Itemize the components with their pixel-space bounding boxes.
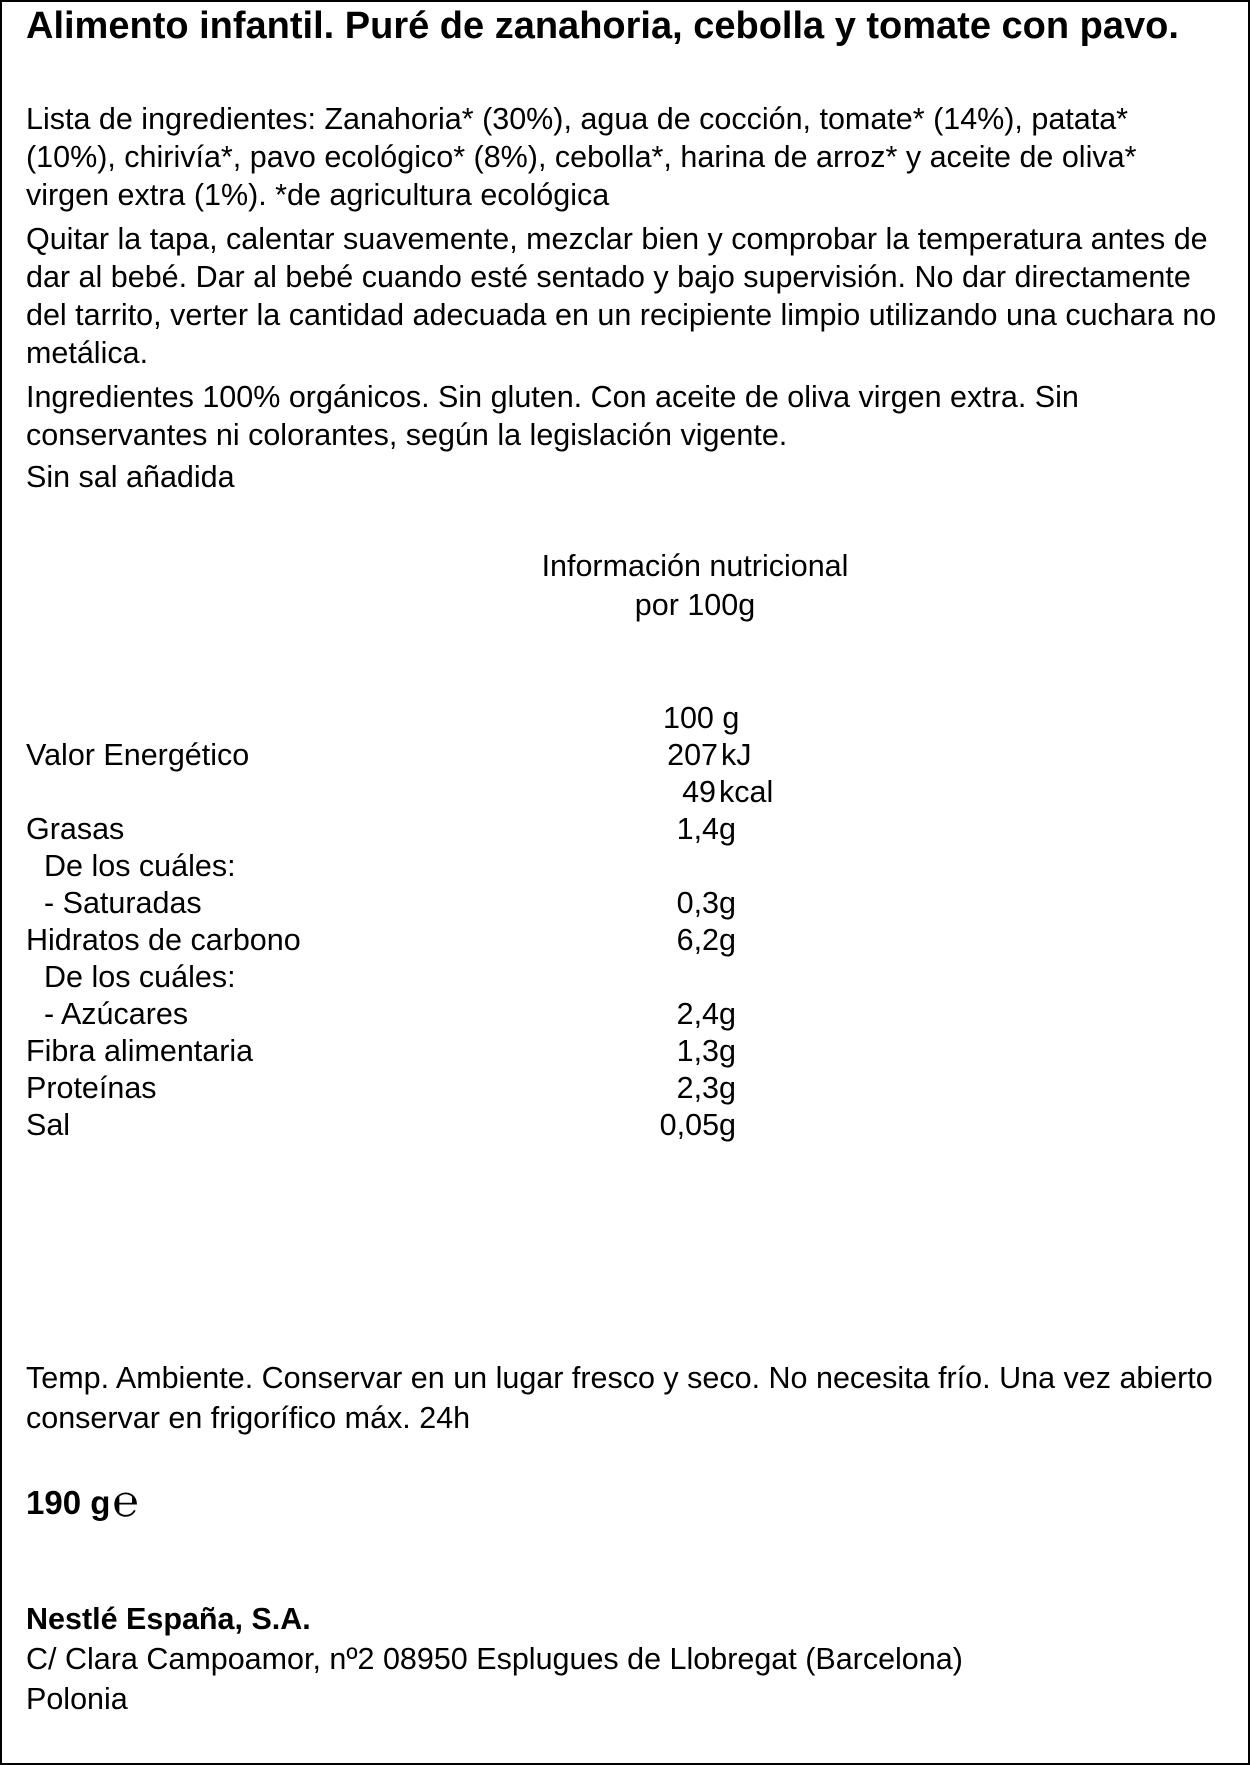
nutrition-heading: Información nutricional [541, 549, 849, 583]
estimated-sign-icon: ℮ [112, 1476, 139, 1527]
energy-kcal-unit: kcal [719, 775, 774, 809]
nutrient-label: - Saturadas [44, 886, 202, 920]
nutrient-label: Sal [26, 1108, 71, 1142]
product-title: Alimento infantil. Puré de zanahoria, cebolla y tomate con pavo. [26, 5, 1179, 47]
nutrient-label: Fibra alimentaria [26, 1034, 254, 1068]
nutrition-column-header: 100 g [663, 701, 740, 735]
country-of-origin: Polonia [26, 1682, 128, 1716]
company-name: Nestlé España, S.A. [26, 1602, 311, 1636]
net-weight-value: 190 g [26, 1484, 111, 1521]
nutrient-sublabel: De los cuáles: [44, 849, 236, 883]
net-weight [26, 1476, 139, 1527]
nutrient-sublabel: De los cuáles: [44, 960, 236, 994]
energy-kj-value: 207 [667, 738, 718, 772]
nutrient-label: Proteínas [26, 1071, 157, 1105]
nutrient-value: 2,3g [676, 1071, 736, 1105]
nutrient-value: 0,3g [676, 886, 736, 920]
energy-label: Valor Energético [26, 738, 250, 772]
nutrient-value: 1,3g [676, 1034, 736, 1068]
energy-kcal-value: 49 [682, 775, 716, 809]
instructions-text: Quitar la tapa, calentar suavemente, mezclar bien y comprobar la temperatura antes de dar al bebé. Dar al bebé cuando esté sentado y bajo supervisión. No dar directamente del tarrito, verter la cantidad adecuada en un recipiente limpio utilizando una cuchara no metálica. [26, 222, 1217, 370]
ingredients-text: Lista de ingredientes: Zanahoria* (30%), agua de cocción, tomate* (14%), patata* (10%), chirivía*, pavo ecológico* (8%), cebolla*, harina de arroz* y aceite de oliva* virgen extra (1%). *de agricultura ecológica [26, 102, 1137, 212]
nutrient-value: 2,4g [676, 997, 736, 1031]
nutrient-value: 0,05g [659, 1108, 736, 1142]
no-salt-text: Sin sal añadida [26, 460, 235, 494]
nutrient-value: 6,2g [676, 923, 736, 957]
nutrient-label: Grasas [26, 812, 125, 846]
storage-text: Temp. Ambiente. Conservar en un lugar fresco y seco. No necesita frío. Una vez abierto conservar en frigorífico máx. 24h [26, 1361, 1213, 1435]
nutrient-value: 1,4g [676, 812, 736, 846]
energy-kj-unit: kJ [721, 738, 752, 772]
nutrient-label: Hidratos de carbono [26, 923, 301, 957]
claims-text: Ingredientes 100% orgánicos. Sin gluten. Con aceite de oliva virgen extra. Sin conservantes ni colorantes, según la legislación vigente. [26, 380, 1079, 452]
nutrition-subheading: por 100g [634, 588, 756, 622]
company-address: C/ Clara Campoamor, nº2 08950 Esplugues de Llobregat (Barcelona) [26, 1642, 963, 1676]
nutrient-label: - Azúcares [44, 997, 189, 1031]
